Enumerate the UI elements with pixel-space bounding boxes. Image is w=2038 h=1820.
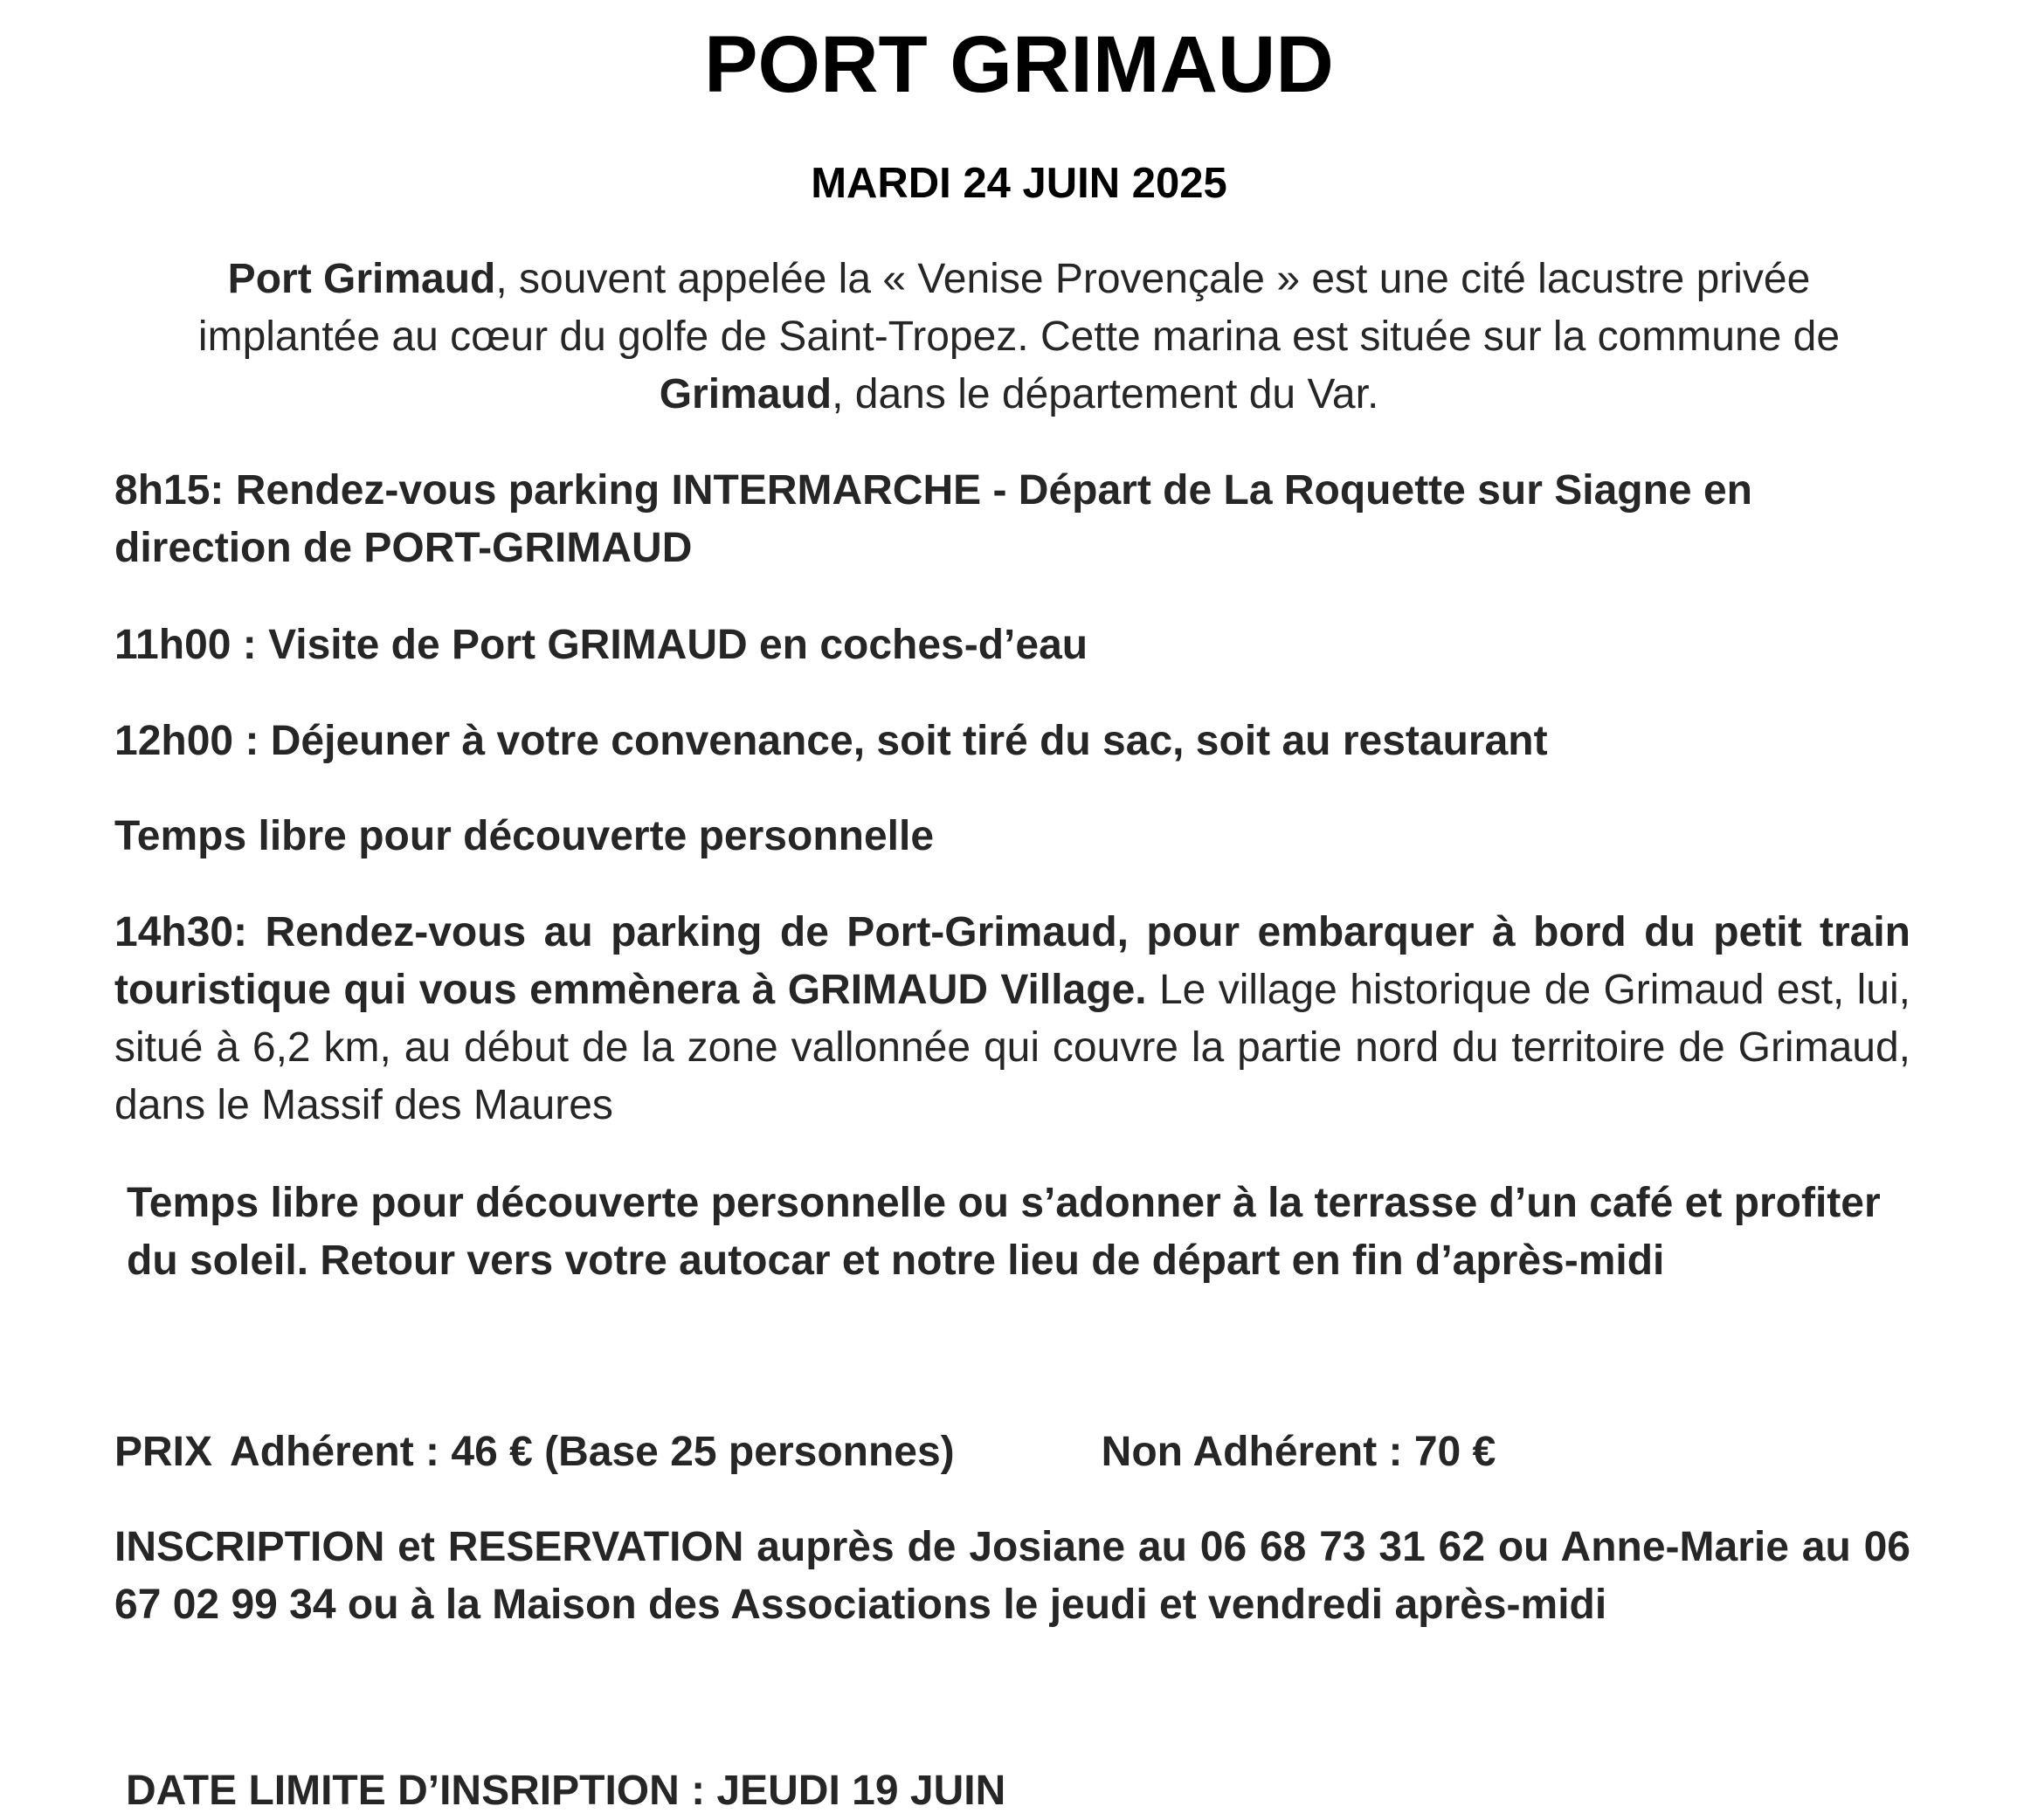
schedule-train-text: Le village historique de Grimaud est, lui, situé à 6,2 km, au début de la zone vallonnée qui couvre la partie nord du territoire de Grimaud, dans le Massif des Maures	[114, 967, 1910, 1128]
registration-deadline: DATE LIMITE D’INSRIPTION : JEUDI 19 JUIN	[126, 1768, 1006, 1814]
intro-text-1: , souvent appelée la « Venise Provençale » est une cité lacustre privée implantée au cœur du golfe de Saint-Tropez. Cette marina est située sur la commune de	[197, 256, 1841, 360]
page-title: PORT GRIMAUD	[704, 20, 1334, 109]
intro-bold-port-grimaud: Port Grimaud	[227, 256, 496, 302]
price-line	[114, 1424, 1914, 1481]
schedule-train	[114, 904, 1910, 1134]
intro-bold-grimaud: Grimaud	[659, 371, 832, 417]
intro-paragraph	[131, 251, 1907, 424]
registration-info: INSCRIPTION et RESERVATION auprès de Josiane au 06 68 73 31 62 ou Anne-Marie au 06 67 02 99 34 ou à la Maison des Associations le jeudi et vendredi après-midi	[114, 1524, 1910, 1628]
price-label: PRIX	[114, 1429, 213, 1475]
event-date: MARDI 24 JUIN 2025	[811, 160, 1227, 207]
price-member: Adhérent : 46 € (Base 25 personnes)	[230, 1429, 955, 1475]
schedule-departure: 8h15: Rendez-vous parking INTERMARCHE - Départ de La Roquette sur Siagne en direction de PORT-GRIMAUD	[114, 467, 1752, 571]
schedule-train-bold: 14h30: Rendez-vous au parking de Port-Grimaud, pour embarquer à bord du petit train touristique qui vous emmènera à GRIMAUD Village.	[114, 909, 1910, 1013]
intro-text-2: , dans le département du Var.	[832, 371, 1379, 417]
schedule-return: Temps libre pour découverte personnelle ou s’adonner à la terrasse d’un café et profiter du soleil. Retour vers votre autocar et notre lieu de départ en fin d’après-midi	[127, 1180, 1881, 1284]
schedule-lunch: 12h00 : Déjeuner à votre convenance, soit tiré du sac, soit au restaurant	[114, 718, 1548, 764]
schedule-visit: 11h00 : Visite de Port GRIMAUD en coches-d’eau	[114, 622, 1088, 668]
price-non-member: Non Adhérent : 70 €	[1101, 1429, 1496, 1475]
schedule-free-time: Temps libre pour découverte personnelle	[114, 813, 935, 859]
